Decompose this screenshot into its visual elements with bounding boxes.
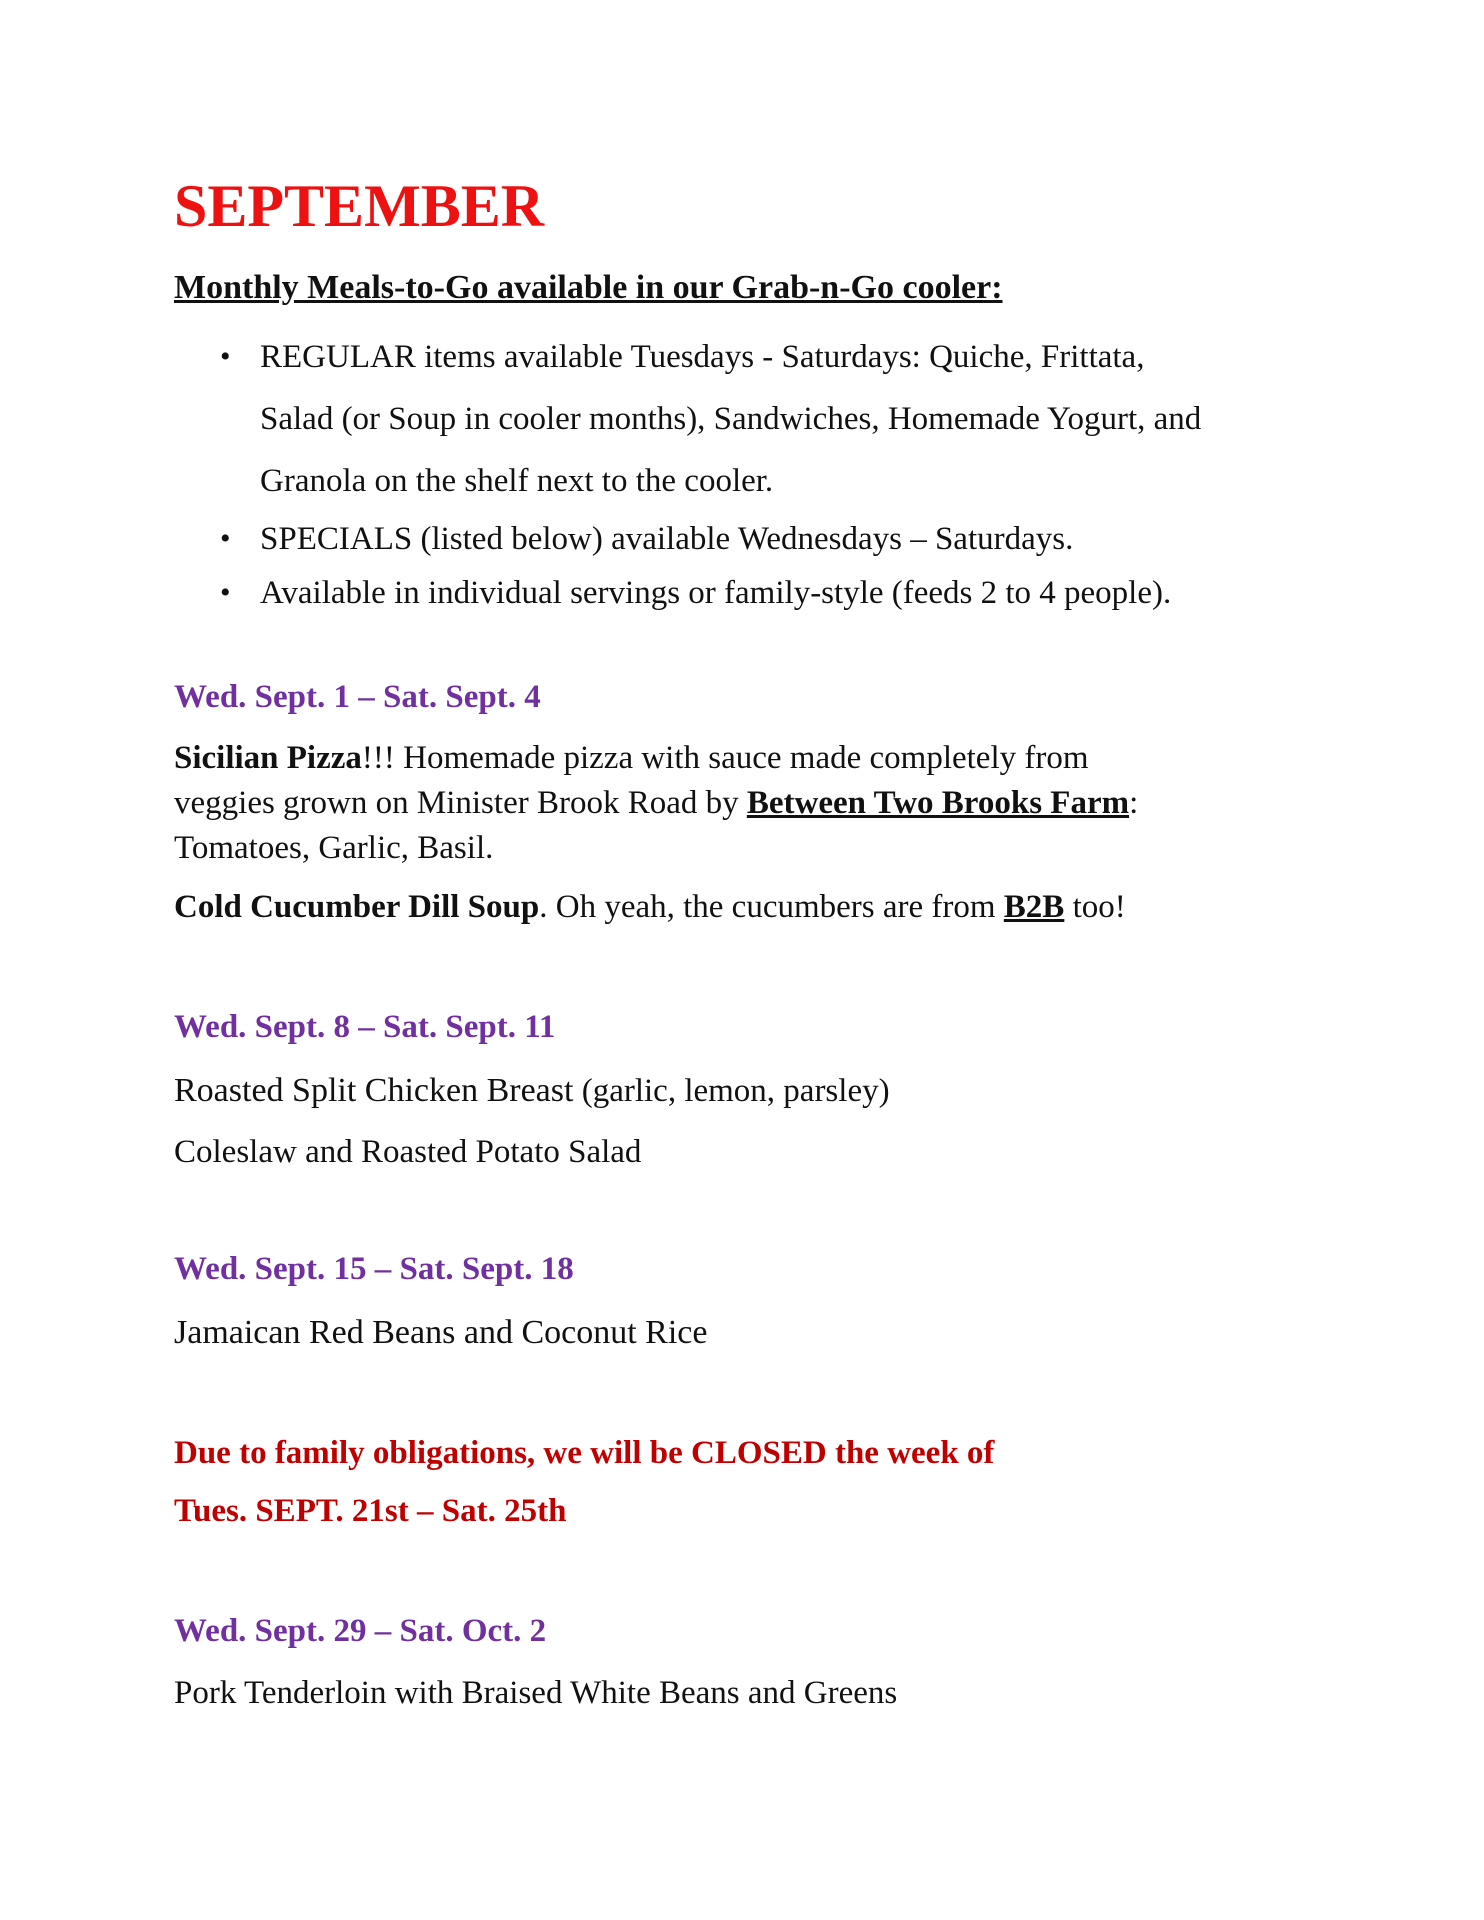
week-menu-pizza xyxy=(174,736,1374,871)
dish-description: : xyxy=(1129,785,1139,821)
bullet-icon: • xyxy=(220,340,231,373)
bullet-text: REGULAR items available Tuesdays - Saturdays: Quiche, Frittata, xyxy=(260,339,1145,375)
dish-name: Roasted Split Chicken Breast xyxy=(174,1072,574,1109)
dish-description: !!! Homemade pizza with sauce made completely from xyxy=(361,740,1089,776)
intro-heading: Monthly Meals-to-Go available in our Grab-n-Go cooler: xyxy=(174,269,1003,306)
week-menu-item xyxy=(174,1068,1374,1114)
week-date-heading: Wed. Sept. 29 – Sat. Oct. 2 xyxy=(174,1613,547,1649)
list-item xyxy=(220,562,1460,624)
bullet-icon: • xyxy=(220,576,231,609)
dish-description: (garlic, lemon, parsley) xyxy=(573,1073,890,1109)
week-date-heading: Wed. Sept. 1 – Sat. Sept. 4 xyxy=(174,679,541,715)
farm-abbreviation: B2B xyxy=(1003,889,1065,925)
week-menu-item: Coleslaw and Roasted Potato Salad xyxy=(174,1134,642,1170)
dish-name: Cold Cucumber Dill Soup xyxy=(174,889,540,925)
bullet-text: Salad (or Soup in cooler months), Sandwiches, Homemade Yogurt, and xyxy=(260,401,1202,437)
farm-name: Between Two Brooks Farm xyxy=(746,785,1130,821)
closed-notice-dates: Tues. SEPT. 21st – Sat. 25th xyxy=(174,1493,567,1529)
page-title: SEPTEMBER xyxy=(174,173,545,239)
bullet-text: Granola on the shelf next to the cooler. xyxy=(260,463,774,499)
week-menu-soup xyxy=(174,885,1374,930)
dish-description: veggies grown on Minister Brook Road by xyxy=(174,785,747,821)
week-menu-item: Jamaican Red Beans and Coconut Rice xyxy=(174,1314,708,1351)
bullet-text: SPECIALS (listed below) available Wednesdays – Saturdays. xyxy=(260,521,1074,557)
week-date-heading: Wed. Sept. 8 – Sat. Sept. 11 xyxy=(174,1009,556,1045)
closed-notice-line: Due to family obligations, we will be CLOSED the week of xyxy=(174,1435,995,1471)
bullet-text: Available in individual servings or family-style (feeds 2 to 4 people). xyxy=(260,575,1172,611)
bullet-icon: • xyxy=(220,522,231,555)
closed-notice xyxy=(174,1424,994,1540)
dish-description: . Oh yeah, the cucumbers are from xyxy=(539,889,1004,925)
list-item xyxy=(220,326,1460,512)
dish-description: too! xyxy=(1064,889,1126,925)
dish-description: Tomatoes, Garlic, Basil. xyxy=(174,830,494,866)
week-date-heading: Wed. Sept. 15 – Sat. Sept. 18 xyxy=(174,1251,574,1287)
intro-bullet-list xyxy=(174,326,1460,628)
dish-name: Sicilian Pizza xyxy=(174,740,362,776)
week-menu-item: Pork Tenderloin with Braised White Beans and Greens xyxy=(174,1675,898,1711)
list-item xyxy=(220,508,1460,570)
